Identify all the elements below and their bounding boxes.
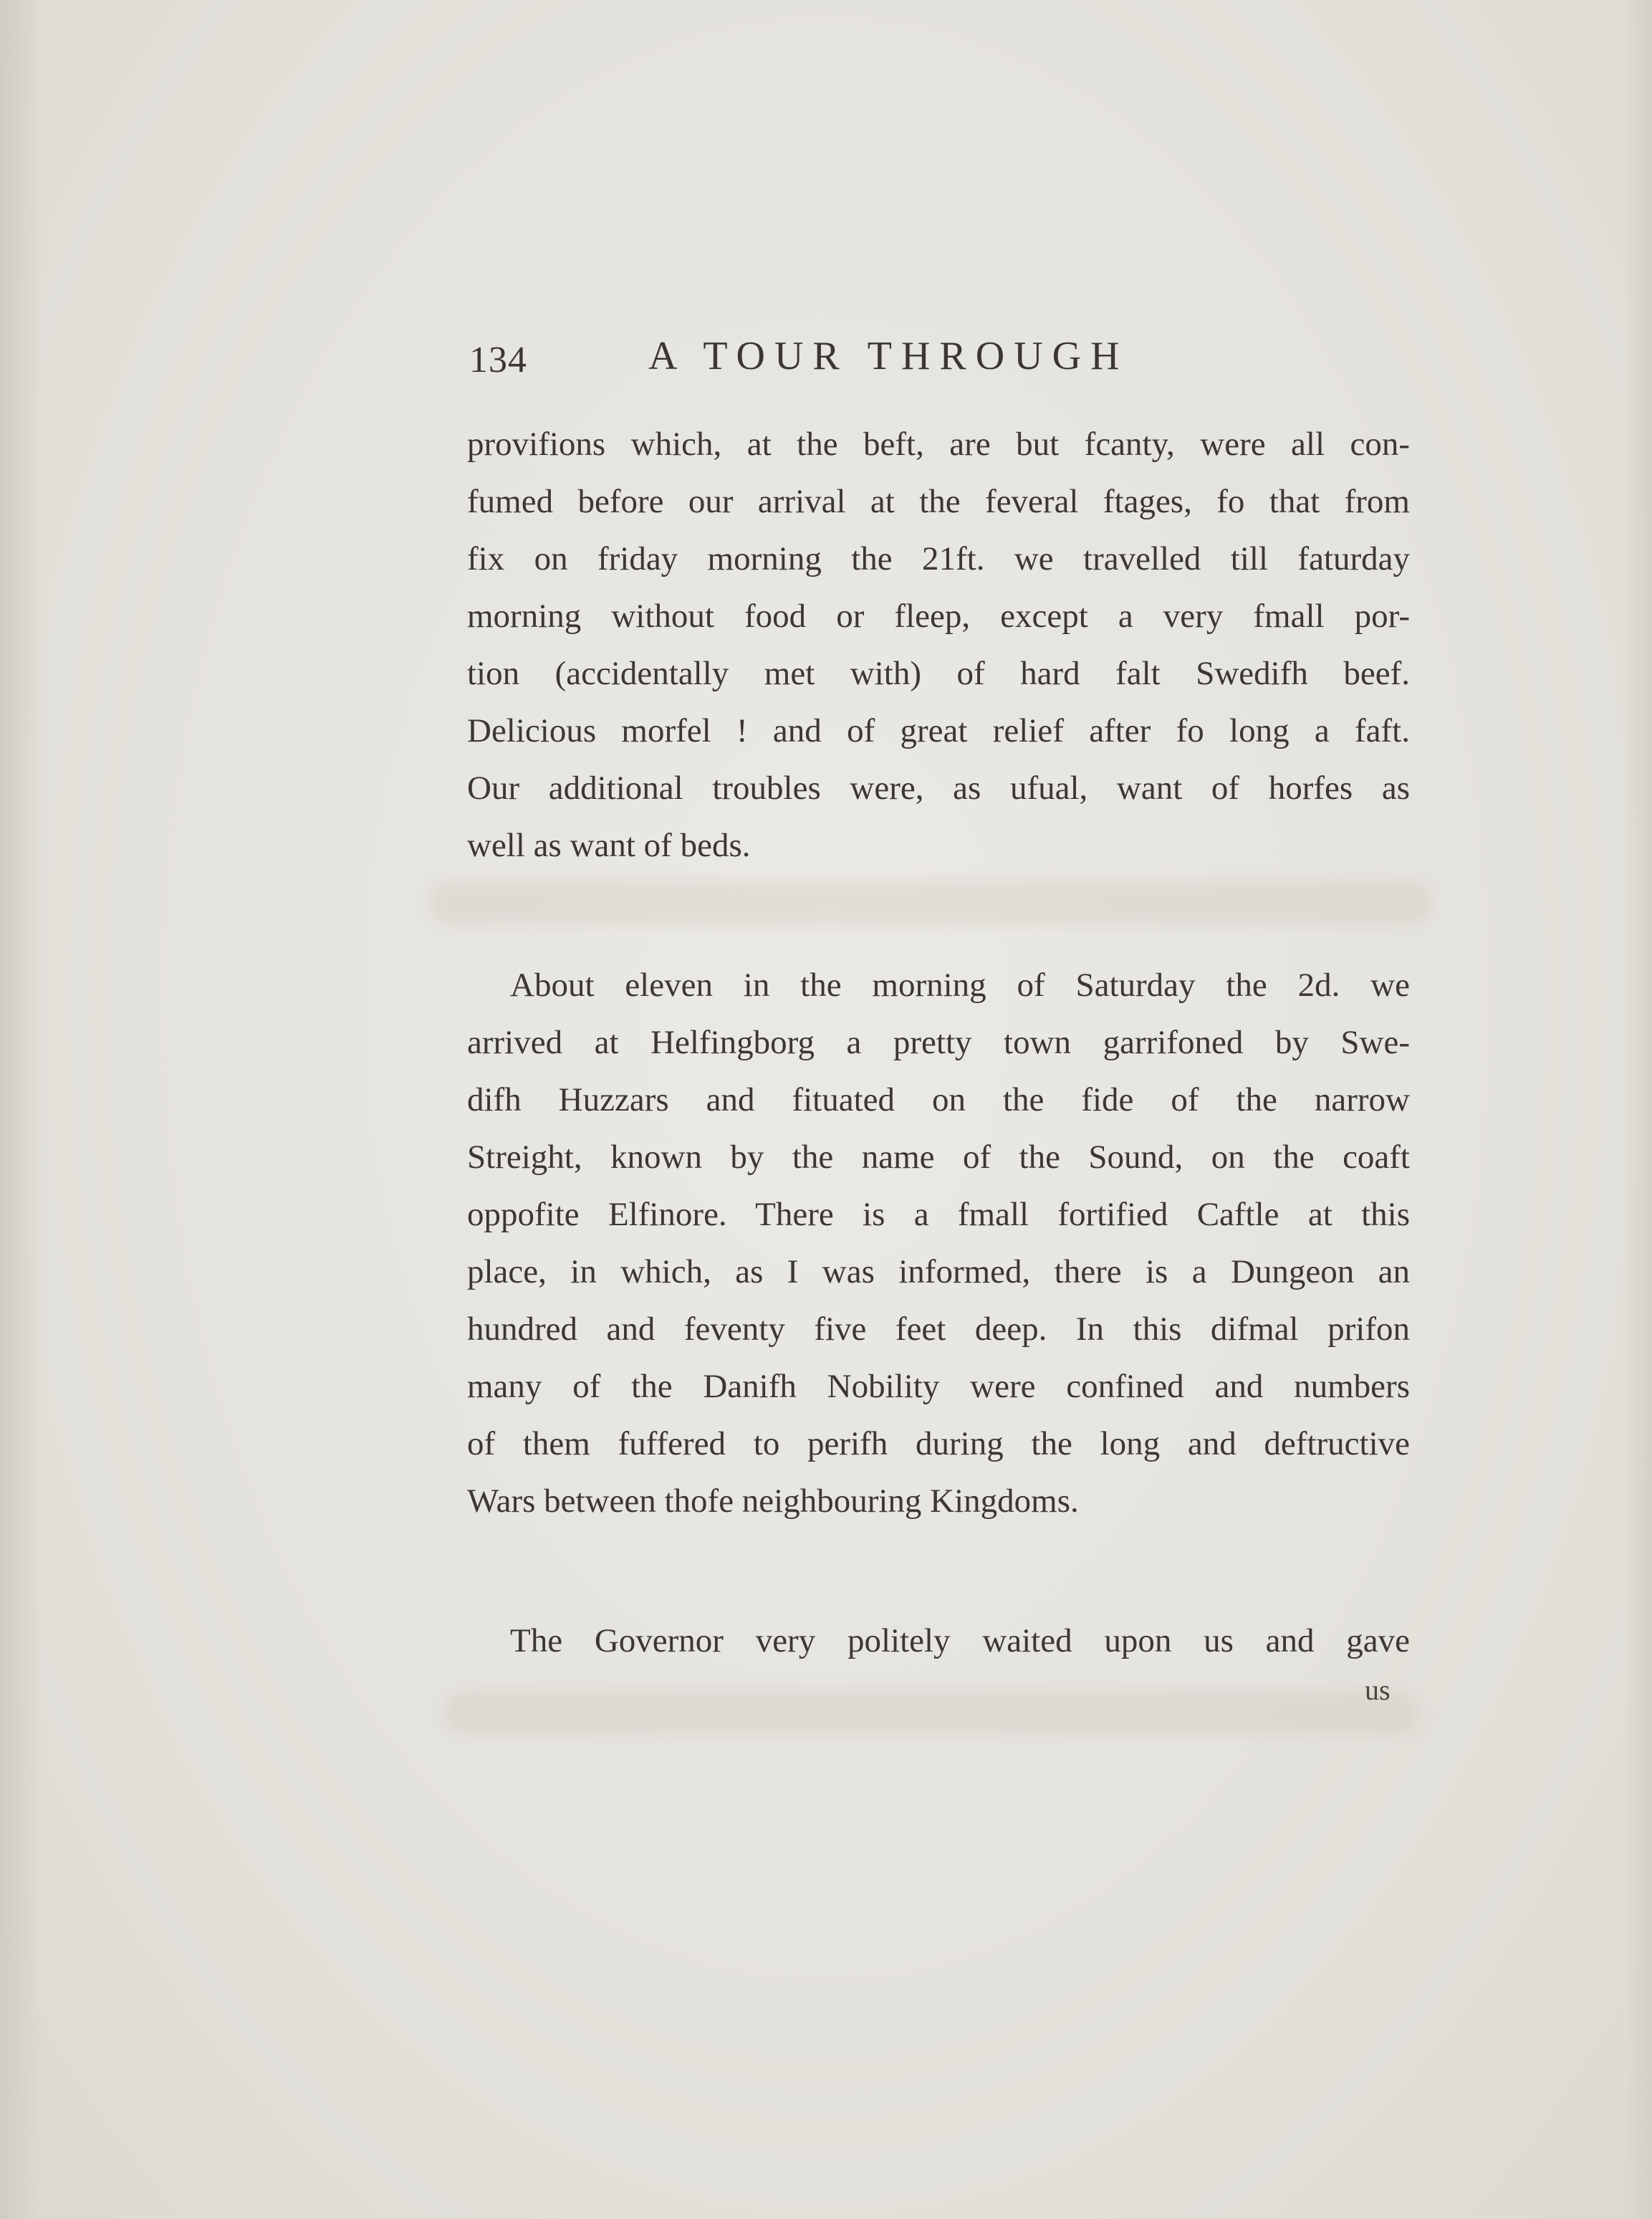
text-line: oppofite Elfinore. There is a fmall fortified Caftle at this	[467, 1196, 1410, 1233]
text-line: provifions which, at the beft, are but fcanty, were all con-	[467, 426, 1410, 463]
text-line: well as want of beds.	[467, 827, 751, 864]
text-line: The Governor very politely waited upon us and gave	[510, 1622, 1410, 1659]
text-line: tion (accidentally met with) of hard falt Swedifh beef.	[467, 655, 1410, 692]
text-line: difh Huzzars and fituated on the fide of the narrow	[467, 1081, 1410, 1118]
page-number: 134	[469, 340, 527, 380]
catchword: us	[1365, 1674, 1391, 1706]
text-line: fix on friday morning the 21ft. we travelled till faturday	[467, 540, 1410, 577]
text-line: Our additional troubles were, as ufual, want of horfes as	[467, 770, 1410, 807]
running-title: A TOUR THROUGH	[648, 334, 1129, 378]
show-through-stain	[430, 881, 1433, 924]
text-line: many of the Danifh Nobility were confined and numbers	[467, 1368, 1410, 1405]
text-line: Delicious morfel ! and of great relief after fo long a faft.	[467, 712, 1410, 749]
text-line: fumed before our arrival at the feveral ftages, fo that from	[467, 483, 1410, 520]
text-line: About eleven in the morning of Saturday the 2d. we	[510, 967, 1410, 1004]
text-line: hundred and feventy five feet deep. In this difmal prifon	[467, 1310, 1410, 1348]
show-through-stain	[444, 1691, 1418, 1734]
text-line: of them fuffered to perifh during the long and deftructive	[467, 1425, 1410, 1462]
text-line: morning without food or fleep, except a very fmall por-	[467, 598, 1410, 635]
text-line: place, in which, as I was informed, there is a Dungeon an	[467, 1253, 1410, 1290]
text-line: Wars between thofe neighbouring Kingdoms.	[467, 1482, 1079, 1520]
page-gutter-shadow	[0, 0, 43, 2219]
page-edge-shadow	[1623, 0, 1652, 2219]
text-line: arrived at Helfingborg a pretty town garrifoned by Swe-	[467, 1024, 1410, 1061]
page-header	[469, 326, 1322, 383]
text-line: Streight, known by the name of the Sound, on the coaft	[467, 1139, 1410, 1176]
